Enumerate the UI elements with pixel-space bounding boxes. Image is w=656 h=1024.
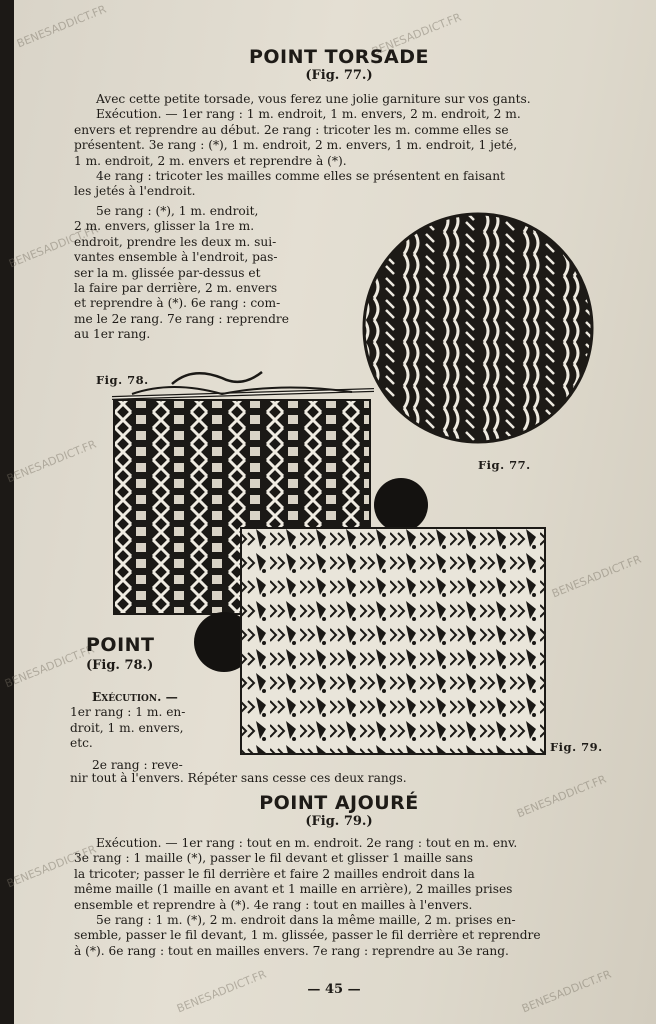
section-title-point: POINT <box>86 634 155 656</box>
section-title-ajoure: POINT AJOURÉ <box>259 792 419 814</box>
text-line: ser la m. glissée par-dessus et <box>74 265 261 280</box>
watermark: BENESADDICT.FR <box>370 10 464 59</box>
decorative-blob <box>374 478 428 532</box>
text-line: endroit, prendre les deux m. sui- <box>74 234 277 249</box>
text-line: la faire par derrière, 2 m. envers <box>74 281 278 296</box>
text-line: 2 m. envers, glisser la 1re m. <box>74 219 255 234</box>
watermark: BENESADDICT.FR <box>3 642 97 691</box>
page-number: — 45 — <box>307 982 361 997</box>
fig-79-illustration <box>240 527 546 755</box>
text-line: à (*). 6e rang : tout en mailles envers. 7e rang : reprendre au 3e rang. <box>74 943 509 958</box>
section-title-torsade: POINT TORSADE <box>248 46 429 68</box>
watermark: BENESADDICT.FR <box>175 967 269 1016</box>
text-line: Exécution. — <box>92 690 178 704</box>
text-line: la tricoter; passer le fil derrière et faire 2 mailles endroit dans la <box>74 866 475 881</box>
watermark: BENESADDICT.FR <box>515 772 609 821</box>
text-line: Exécution. — 1er rang : tout en m. endroit. 2e rang : tout en m. env. <box>96 836 518 850</box>
watermark: BENESADDICT.FR <box>7 222 101 271</box>
fig-79-label: Fig. 79. <box>550 740 603 754</box>
intro-text: Avec cette petite torsade, vous ferez une jolie garniture sur vos gants. <box>96 92 531 106</box>
point-text-full: nir tout à l'envers. Répéter sans cesse ces deux rangs. <box>70 771 407 785</box>
text-line: 1 m. endroit, 2 m. envers et reprendre à (*). <box>74 153 347 168</box>
section-fig-ref: (Fig. 79.) <box>305 814 373 829</box>
watermark: BENESADDICT.FR <box>520 967 614 1016</box>
torsade-narrow-text <box>74 204 318 343</box>
text-line: 3e rang : 1 maille (*), passer le fil devant et glisser 1 maille sans <box>74 851 474 866</box>
book-page <box>3 0 656 1024</box>
text-line: me le 2e rang. 7e rang : reprendre <box>74 311 289 326</box>
point-text <box>70 690 242 773</box>
text-line: semble, passer le fil devant, 1 m. glissée, passer le fil derrière et reprendre <box>74 928 541 943</box>
fig-77-illustration <box>360 210 596 446</box>
text-line: présentent. 3e rang : (*), 1 m. endroit, 2 m. envers, 1 m. endroit, 1 jeté, <box>74 138 518 153</box>
watermark: BENESADDICT.FR <box>15 2 109 51</box>
fig-77-label: Fig. 77. <box>478 458 531 472</box>
text-line: droit, 1 m. envers, <box>70 720 184 735</box>
text-line: 4e rang : tricoter les mailles comme elles se présentent en faisant <box>96 169 505 184</box>
watermark: BENESADDICT.FR <box>5 842 99 891</box>
text-line: envers et reprendre au début. 2e rang : tricoter les m. comme elles se <box>74 122 509 137</box>
text-line: et reprendre à (*). 6e rang : com- <box>74 296 281 311</box>
section-fig-ref: (Fig. 77.) <box>305 68 373 83</box>
text-line: ensemble et reprendre à (*). 4e rang : tout en mailles à l'envers. <box>74 897 473 912</box>
text-line: 2e rang : reve- <box>92 757 183 772</box>
watermark: BENESADDICT.FR <box>5 437 99 486</box>
text-line: etc. <box>70 736 93 751</box>
text-line: même maille (1 maille en avant et 1 maille en arrière), 2 mailles prises <box>74 882 513 897</box>
ajoure-text <box>74 836 606 959</box>
text-line: 5e rang : 1 m. (*), 2 m. endroit dans la même maille, 2 m. prises en- <box>96 913 516 928</box>
text-line: 1er rang : 1 m. en- <box>70 705 186 720</box>
text-line: vantes ensemble à l'endroit, pas- <box>74 250 278 265</box>
text-line: les jetés à l'endroit. <box>74 184 196 199</box>
text-line: Exécution. — 1er rang : 1 m. endroit, 1 m. envers, 2 m. endroit, 2 m. <box>96 107 521 122</box>
fig-78-label: Fig. 78. <box>96 373 149 387</box>
watermark: BENESADDICT.FR <box>550 552 644 601</box>
text-line: 5e rang : (*), 1 m. endroit, <box>96 204 259 218</box>
section-fig-ref: (Fig. 78.) <box>86 658 154 673</box>
text-line: au 1er rang. <box>74 327 151 342</box>
torsade-full-text <box>74 92 606 200</box>
